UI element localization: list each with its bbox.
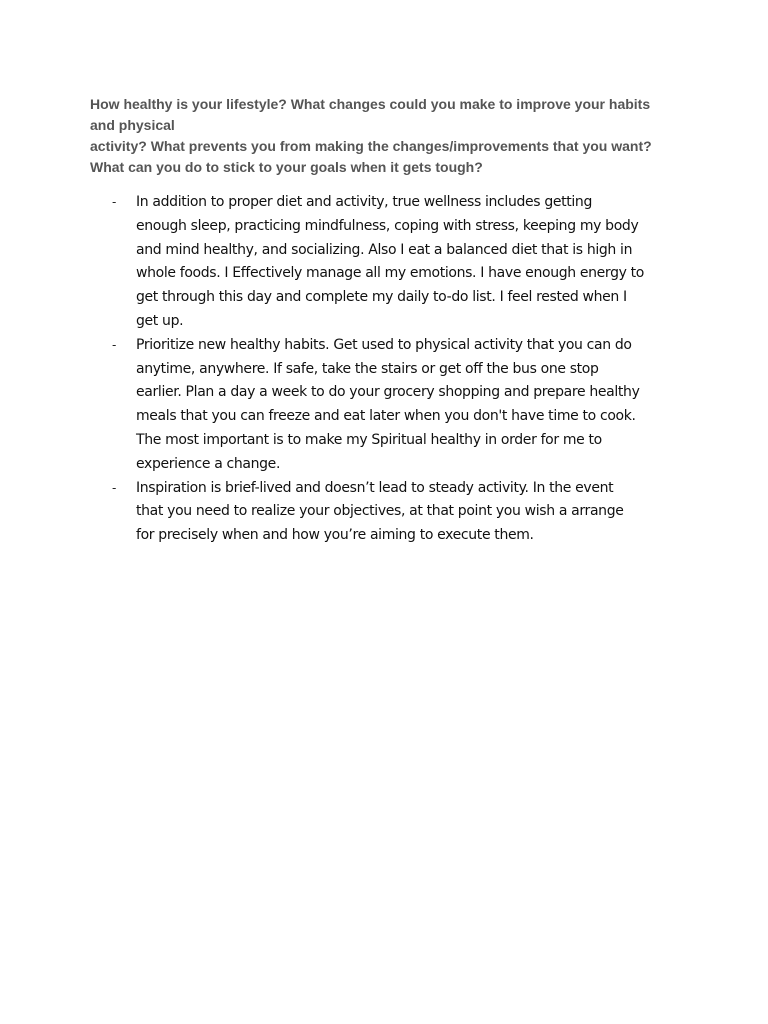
- answer-item-wellness: [90, 191, 690, 334]
- answer-list: [90, 191, 690, 548]
- answer-line: whole foods. I Effectively manage all my emotions. I have enough energy to: [136, 265, 645, 282]
- answer-line: and mind healthy, and socializing. Also I eat a balanced diet that is high in: [136, 241, 633, 258]
- question-line: How healthy is your lifestyle? What changes could you make to improve your habits: [90, 96, 651, 112]
- answer-line: Inspiration is brief-lived and doesn’t lead to steady activity. In the event: [136, 479, 614, 496]
- question-line: What can you do to stick to your goals when it gets tough?: [90, 159, 483, 175]
- answer-line: meals that you can freeze and eat later when you don't have time to cook.: [136, 408, 636, 425]
- answer-line: experience a change.: [136, 455, 281, 472]
- answer-line: get through this day and complete my daily to-do list. I feel rested when I: [136, 289, 627, 306]
- answer-line: that you need to realize your objectives, at that point you wish a arrange: [136, 503, 624, 520]
- answer-line: get up.: [136, 312, 184, 329]
- question-line: activity? What prevents you from making the changes/improvements that you want?: [90, 138, 652, 154]
- bullet-dash: -: [112, 195, 117, 209]
- answer-item-inspiration: [90, 477, 690, 548]
- question-heading: [90, 94, 690, 178]
- answer-line: anytime, anywhere. If safe, take the stairs or get off the bus one stop: [136, 360, 599, 377]
- answer-line: Prioritize new healthy habits. Get used to physical activity that you can do: [136, 336, 632, 353]
- answer-item-habits: [90, 334, 690, 477]
- answer-line: enough sleep, practicing mindfulness, coping with stress, keeping my body: [136, 217, 639, 234]
- answer-line: The most important is to make my Spiritual healthy in order for me to: [136, 431, 602, 448]
- question-line: and physical: [90, 117, 175, 133]
- answer-line: earlier. Plan a day a week to do your grocery shopping and prepare healthy: [136, 384, 640, 401]
- answer-line: for precisely when and how you’re aiming to execute them.: [136, 527, 534, 544]
- answer-line: In addition to proper diet and activity, true wellness includes getting: [136, 194, 592, 210]
- bullet-dash: -: [112, 480, 117, 495]
- bullet-dash: -: [112, 337, 117, 352]
